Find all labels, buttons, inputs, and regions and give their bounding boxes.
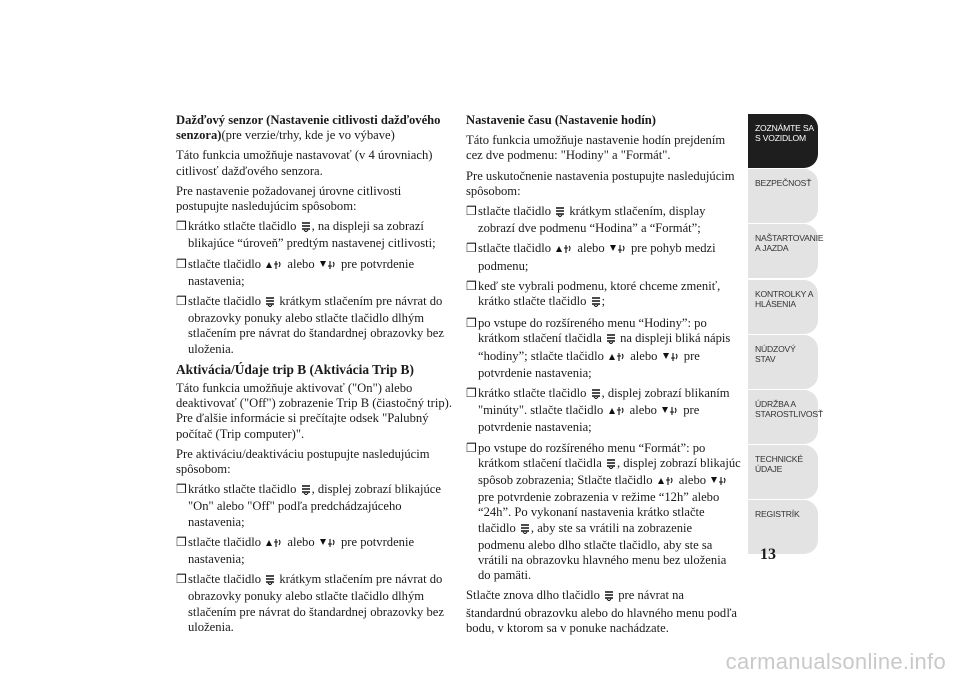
text: , na displeji sa zobrazí blikajúce “úroveň” predtým nastavenej citlivosti; [188, 219, 436, 251]
text: alebo [574, 241, 608, 256]
list-item [466, 441, 742, 584]
list-item [176, 294, 452, 357]
paragraph: Táto funkcia umožňuje nastavovať (v 4 úrovniach) citlivosť dažďového senzora. [176, 148, 433, 178]
text: pre potvrdenie nastavenia; [188, 256, 415, 288]
down-button-icon [661, 404, 679, 420]
tab-maintenance[interactable]: ÚDRŽBA A STAROSTLIVOSŤ [748, 390, 818, 444]
tab-index[interactable]: REGISTRÍK [748, 500, 818, 554]
list-item [176, 535, 452, 567]
text: stlačte tlačidlo [188, 572, 265, 587]
trip-b-heading: Aktivácia/Údaje trip B (Aktivácia Trip B) [176, 361, 414, 377]
tab-warning-lights[interactable]: KONTROLKY A HLÁSENIA [748, 280, 818, 334]
up-button-icon [265, 536, 283, 552]
text: alebo [626, 403, 661, 418]
menu-button-icon [604, 589, 614, 605]
text: krátkym stlačením pre návrat do obrazovky ponuky alebo stlačte tlačidlo dlhým stlačením pre návrat do štandardnej obrazovky bez uloženia. [188, 294, 444, 356]
rain-sensor-heading-para [176, 113, 452, 143]
bullet-icon: ❒ [466, 278, 477, 293]
menu-button-icon [555, 205, 565, 221]
menu-button-icon [520, 522, 530, 538]
bullet-icon: ❒ [176, 482, 187, 497]
tab-safety[interactable]: BEZPEČNOSŤ [748, 169, 818, 223]
right-column [466, 113, 742, 641]
text: pre potvrdenie nastavenia; [188, 534, 415, 567]
text: krátko stlačte tlačidlo [478, 386, 590, 401]
bullet-icon: ❒ [176, 256, 187, 271]
text: , displej zobrazí blikajúce "On" alebo "Off" podľa predchádzajúceho nastavenia; [188, 482, 441, 529]
text: krátkym stlačením, display zobrazí dve podmenu “Hodina” a “Formát”; [478, 204, 706, 236]
text: stlačte tlačidlo [188, 256, 265, 271]
rain-sensor-note: (pre verzie/trhy, kde je vo výbave) [221, 128, 395, 143]
list-item [466, 279, 742, 311]
bullet-icon: ❒ [176, 219, 187, 234]
text: , displej zobrazí blikaním "minúty". stlačte tlačidlo [478, 386, 730, 418]
text: stlačte tlačidlo [478, 241, 555, 256]
bullet-icon: ❒ [176, 294, 187, 309]
text: stlačte tlačidlo [188, 294, 265, 309]
list-item [466, 241, 742, 273]
text: pre návrat na štandardnú obrazovku alebo do hlavného menu podľa bodu, v ktorom sa v ponuke nachádzate. [466, 588, 737, 635]
bullet-icon: ❒ [176, 534, 187, 549]
menu-button-icon [606, 457, 616, 473]
text: pre potvrdenie zobrazenia v režime “12h” alebo “24h”. Po vykonaní nastavenia krátko stlačte tlačidlo [478, 490, 720, 535]
text: krátko stlačte tlačidlo [188, 482, 300, 497]
text: , displej zobrazí blikajúc spôsob zobrazenia; Stlačte tlačidlo [478, 455, 741, 488]
list-item [176, 572, 452, 635]
up-button-icon [555, 242, 573, 258]
paragraph: Pre uskutočnenie nastavenia postupujte nasledujúcim spôsobom: [466, 168, 735, 198]
list-item [176, 219, 452, 251]
down-button-icon [710, 474, 728, 490]
list-item [466, 386, 742, 436]
up-button-icon [265, 258, 283, 274]
text: , aby ste sa vrátili na zobrazenie podmenu alebo dlho stlačte tlačidlo, aby ste sa vrátili na obrazovku hlavného menu bez uloženia do pamäti. [478, 520, 727, 583]
up-button-icon [608, 350, 626, 366]
paragraph: Táto funkcia umožňuje nastavenie hodín prejdením cez dve podmenu: "Hodiny" a "Formát". [466, 133, 726, 163]
text: stlačte tlačidlo [188, 534, 265, 549]
watermark: carmanualsonline.info [725, 649, 946, 674]
paragraph: Táto funkcia umožňuje aktivovať ("On") alebo deaktivovať ("Off") zobrazenie Trip B (čiastočný trip). Pre ďalšie informácie si prečítajte odsek "Palubný počítač (Trip computer)". [176, 381, 452, 441]
text: alebo [627, 348, 661, 363]
text: krátko stlačte tlačidlo [188, 219, 300, 234]
up-button-icon [608, 404, 626, 420]
text: stlačte tlačidlo [478, 204, 555, 219]
paragraph: Pre aktiváciu/deaktiváciu postupujte nasledujúcim spôsobom: [176, 446, 430, 477]
bullet-icon: ❒ [466, 204, 477, 219]
down-button-icon [662, 350, 680, 366]
bullet-icon: ❒ [466, 316, 477, 331]
text: pre potvrdenie nastavenia; [478, 403, 700, 435]
menu-button-icon [301, 483, 311, 499]
text: ; [601, 294, 606, 309]
down-button-icon [319, 536, 337, 552]
text: alebo [284, 256, 318, 271]
text: Stlačte znova dlho tlačidlo [466, 588, 604, 603]
text: krátkym stlačením pre návrat do obrazovky ponuky alebo stlačte tlačidlo dlhým stlačením pre návrat do štandardnej obrazovky bez uloženia. [188, 572, 444, 634]
bullet-icon: ❒ [466, 386, 477, 401]
bullet-icon: ❒ [176, 572, 187, 587]
text: alebo [675, 473, 710, 488]
list-item [466, 316, 742, 381]
tab-starting-driving[interactable]: NAŠTARTOVANIE A JAZDA [748, 224, 818, 278]
text: na displeji bliká nápis “hodiny”; stlačte tlačidlo [478, 331, 731, 363]
rain-sensor-heading: Dažďový senzor (Nastavenie citlivosti dažďového senzora) [176, 113, 441, 143]
tab-emergency[interactable]: NÚDZOVÝ STAV [748, 335, 818, 389]
text: keď ste vybrali podmenu, ktoré chceme zmeniť, krátko stlačte tlačidlo [478, 278, 721, 309]
tab-technical-data[interactable]: TECHNICKÉ ÚDAJE [748, 445, 818, 499]
menu-button-icon [301, 220, 311, 236]
text: po vstupe do rozšíreného menu “Hodiny”: po krátkom stlačení tlačidla [478, 316, 707, 346]
menu-button-icon [591, 295, 601, 311]
down-button-icon [609, 242, 627, 258]
paragraph: Pre nastavenie požadovanej úrovne citlivosti postupujte nasledujúcim spôsobom: [176, 183, 402, 214]
text: pre pohyb medzi podmenu; [478, 241, 716, 273]
left-column [176, 113, 452, 640]
text: po vstupe do rozšíreného menu “Formát”: po krátkom stlačení tlačidla [478, 440, 706, 470]
down-button-icon [319, 258, 337, 274]
menu-button-icon [606, 332, 616, 348]
clock-setting-heading: Nastavenie času (Nastavenie hodín) [466, 113, 656, 127]
list-item [176, 257, 452, 289]
paragraph [466, 588, 742, 636]
bullet-icon: ❒ [466, 440, 477, 455]
text: alebo [284, 534, 318, 549]
bullet-icon: ❒ [466, 241, 477, 256]
tab-getting-to-know-vehicle[interactable]: ZOZNÁMTE SA S VOZIDLOM [748, 114, 818, 168]
menu-button-icon [265, 573, 275, 589]
menu-button-icon [591, 387, 601, 403]
text: pre potvrdenie nastavenia; [478, 348, 700, 380]
page-number: 13 [760, 546, 776, 563]
list-item [176, 482, 452, 530]
list-item [466, 204, 742, 236]
up-button-icon [657, 474, 675, 490]
chapter-tabs [748, 114, 824, 556]
menu-button-icon [265, 295, 275, 311]
